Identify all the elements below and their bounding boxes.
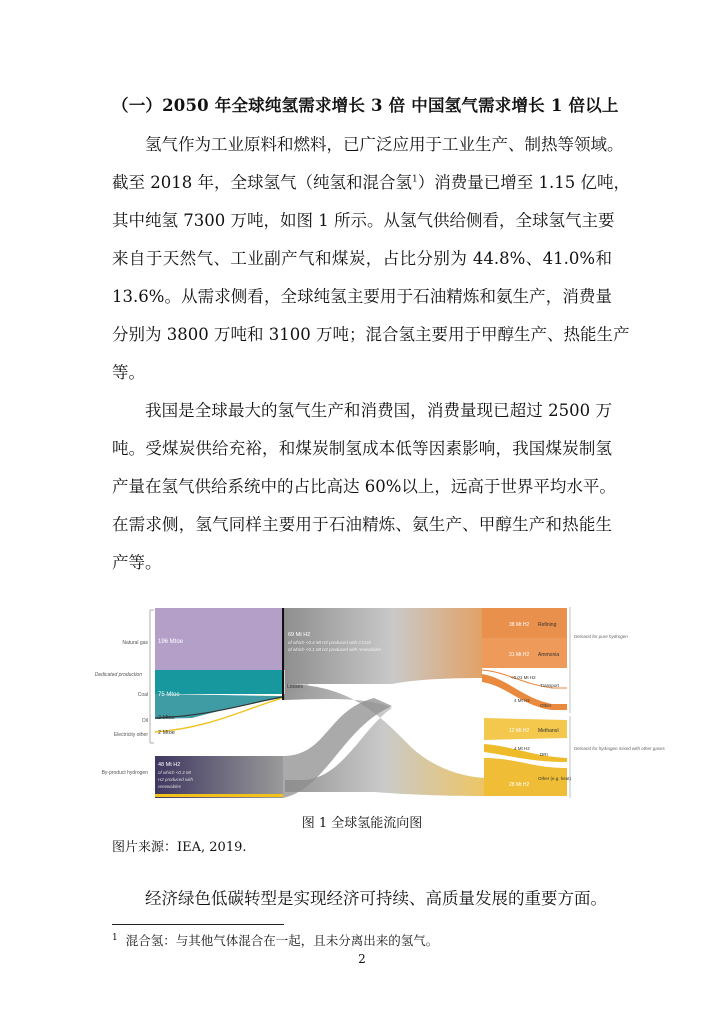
output-label-heat: Other (e.g. heat) (538, 776, 572, 781)
footnote-mark: 1 (112, 932, 118, 943)
paragraph-text: 截至 2018 年，全球氢气（纯氢和混合氢 (112, 173, 412, 192)
output-value-heat: 28 Mt H2 (509, 782, 530, 788)
paragraph-text: ）消费量已增至 1.15 亿吨， (417, 173, 630, 192)
paragraph-2 (112, 392, 616, 582)
byproduct-value: 48 Mt H2 (158, 762, 181, 768)
sankey-diagram (94, 598, 665, 810)
paragraph-line: 氢气作为工业原料和燃料，已广泛应用于工业生产、制热等领域。 (145, 135, 624, 154)
source-label-elec: Electricity other (113, 732, 148, 738)
demand-pure-label: Demand for pure hydrogen (574, 634, 628, 639)
paragraph-line: 吨。受煤炭供给充裕，和煤炭制氢成本低等因素影响，我国煤炭制氢 (112, 439, 612, 458)
losses-label: Losses (287, 684, 303, 690)
output-label-refining: Refining (538, 622, 557, 628)
output-label-dri: DRI (540, 752, 548, 757)
page-number: 2 (358, 952, 366, 966)
output-value-refining: 38 Mt H2 (509, 622, 530, 628)
footnote (112, 931, 438, 949)
paragraph-line: 13.6%。从需求侧看，全球纯氢主要用于石油精炼和氨生产，消费量 (112, 287, 612, 306)
paragraph-line: 来自于天然气、工业副产气和煤炭，占比分别为 44.8%、41.0%和 (112, 249, 612, 268)
output-label-other: Other (540, 703, 552, 708)
output-value-other: 4 Mt H2 (514, 698, 530, 703)
output-label-ammonia: Ammonia (538, 652, 560, 658)
source-value-elec: 2 Mtoe (158, 730, 175, 736)
paragraph-line: 我国是全球最大的氢气生产和消费国，消费量现已超过 2500 万 (145, 401, 612, 420)
footnote-rule (112, 924, 284, 925)
output-value-dri: 4 Mt H2 (514, 746, 530, 751)
output-label-methanol: Methanol (538, 728, 559, 734)
svg-text:of which <0.4 Mt H2 produced w: of which <0.4 Mt H2 produced with CCUS (288, 640, 372, 645)
figure-caption: 图 1 全球氢能流向图 (301, 816, 423, 831)
source-label-oil: Oil (141, 718, 148, 724)
paragraph-line: 在需求侧，氢气同样主要用于石油精炼、氨生产、甲醇生产和热能生 (112, 515, 612, 534)
paragraph-line: 经济绿色低碳转型是实现经济可持续、高质量发展的重要方面。 (145, 889, 607, 908)
source-value-coal: 75 Mtoe (158, 692, 180, 698)
paragraph-line: 产等。 (112, 553, 162, 572)
svg-text:of which <0.3 Mt: of which <0.3 Mt (158, 770, 191, 775)
source-value-gas: 196 Mtoe (158, 639, 184, 645)
figure-source: 图片来源：IEA, 2019. (112, 840, 247, 855)
paragraph-line: 其中纯氢 7300 万吨，如图 1 所示。从氢气供给侧看，全球氢气主要 (112, 211, 615, 230)
paragraph-line: 等。 (112, 363, 145, 382)
output-value-methanol: 12 Mt H2 (509, 728, 530, 734)
section-heading: （一）2050 年全球纯氢需求增长 3 倍 中国氢气需求增长 1 倍以上 (112, 96, 619, 115)
byproduct-label: By-product hydrogen (101, 770, 148, 776)
source-label-coal: Coal (137, 692, 148, 698)
paragraph-3 (112, 880, 612, 918)
demand-mixed-label: Demand for hydrogen mixed with other gases (574, 746, 665, 751)
dedicated-value: 69 Mt H2 (288, 632, 311, 638)
source-value-oil: 2 Mtoe (158, 715, 175, 721)
source-label-gas: Natural gas (122, 640, 148, 646)
coal-block (155, 670, 283, 694)
hydrogen-flow-figure (94, 598, 665, 810)
output-value-transport: <0.01 Mt H2 (511, 675, 536, 680)
svg-text:H2 produced with: H2 produced with (158, 777, 194, 782)
output-value-ammonia: 31 Mt H2 (509, 652, 530, 658)
output-label-transport: Transport (540, 683, 560, 688)
svg-text:renewables: renewables (158, 784, 182, 789)
footnote-ref[interactable]: 1 (411, 174, 418, 185)
paragraph-1 (112, 126, 630, 392)
svg-text:of which <0.1 Mt H2 produced w: of which <0.1 Mt H2 produced with renewables (288, 647, 382, 652)
pure-demand-flow (285, 608, 482, 684)
footnote-text: 混合氢：与其他气体混合在一起，且未分离出来的氢气。 (125, 933, 439, 948)
paragraph-line: 产量在氢气供给系统中的占比高达 60%以上，远高于世界平均水平。 (112, 477, 616, 496)
paragraph-line: 分别为 3800 万吨和 3100 万吨；混合氢主要用于甲醇生产、热能生产 (112, 325, 630, 344)
supply-group-label: Dedicated production (94, 672, 142, 678)
paragraph-line (112, 164, 630, 202)
